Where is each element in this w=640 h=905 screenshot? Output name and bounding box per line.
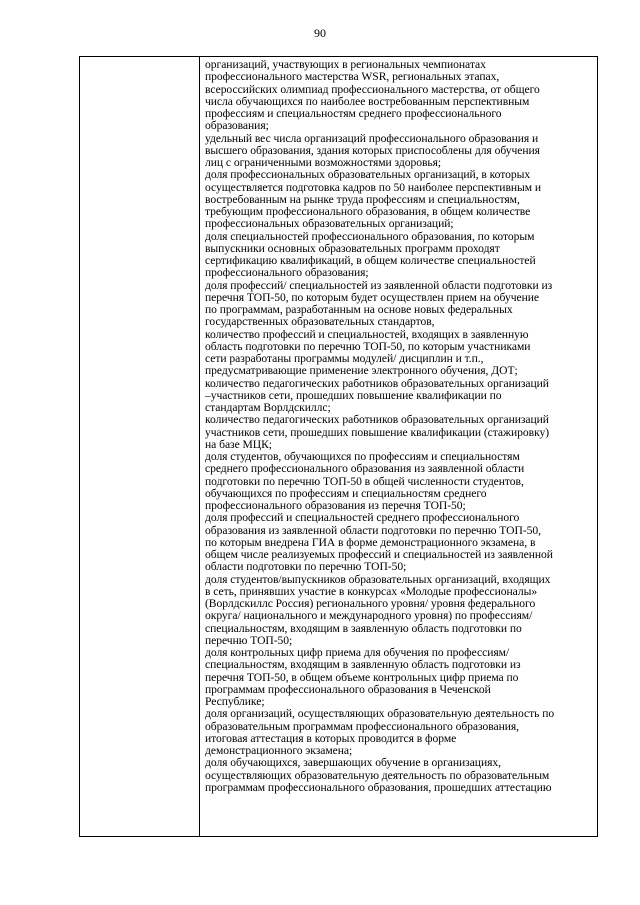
- table-right-cell: [200, 57, 597, 836]
- text-line: доля специальностей профессионального образования, по которым: [205, 229, 535, 243]
- text-line: обучающихся по профессиям и специальностям среднего: [205, 486, 487, 500]
- text-line: демонстрационного экзамена;: [205, 744, 353, 757]
- text-line: числа обучающихся по наиболее востребованным перспективным: [205, 94, 530, 108]
- text-line: удельный вес числа организаций профессионального образования и: [205, 131, 539, 145]
- text-line: область подготовки по перечню ТОП-50, по которым участниками: [205, 339, 531, 353]
- text-line: профессионального образования из перечня ТОП-50;: [205, 499, 466, 512]
- text-line: количество педагогических работников образовательных организаций: [205, 413, 549, 427]
- text-line: доля контрольных цифр приема для обучения по профессиям/: [205, 646, 510, 659]
- text-line: профессионального мастерства WSR, региональных этапах,: [205, 70, 500, 84]
- text-line: в сеть, принявших участие в конкурсах «Молодые профессионалы»: [205, 584, 538, 598]
- text-line: Республике;: [205, 695, 265, 708]
- text-line: доля профессий и специальностей среднего профессионального: [205, 511, 520, 525]
- text-line: сертификацию квалификаций, в общем количестве специальностей: [205, 254, 536, 267]
- text-line: государственных образовательных стандартов,: [205, 315, 435, 329]
- text-line: профессионального образования;: [205, 266, 369, 280]
- text-line: по программам, разработанным на основе новых федеральных: [205, 303, 513, 316]
- text-line: требующим профессионального образования, в общем количестве: [205, 205, 531, 218]
- page-number: 90: [314, 26, 326, 40]
- text-line: доля студентов, обучающихся по профессиям и специальностям: [205, 450, 520, 463]
- text-line: специальностям, входящим в заявленную область подготовки по: [205, 621, 522, 635]
- text-line: (Ворлдскиллс Россия) регионального уровня/ уровня федерального: [205, 597, 536, 610]
- text-line: доля профессий/ специальностей из заявленной области подготовки из: [205, 278, 553, 292]
- text-line: доля студентов/выпускников образовательных организаций, входящих: [205, 572, 551, 586]
- text-line: округа/ национального и международного уровня) по профессиям/: [205, 609, 533, 623]
- text-line: профессиям и специальностям среднего профессионального: [205, 107, 502, 120]
- text-line: перечня ТОП-50, в общем объеме контрольных цифр приема по: [205, 670, 519, 684]
- text-line: предусматривающие применение электронного обучения, ДОТ;: [205, 364, 518, 378]
- text-line: перечню ТОП-50;: [205, 633, 293, 647]
- text-line: участников сети, прошедших повышение квалификации (стажировку): [205, 425, 550, 439]
- text-line: высшего образования, здания которых приспособлены для обучения: [205, 143, 540, 157]
- text-line: –участников сети, прошедших повышение квалификации по: [205, 388, 502, 402]
- text-line: перечня ТОП-50, по которым будет осуществлен прием на обучение: [205, 290, 539, 304]
- document-table: [79, 56, 598, 837]
- text-line: лиц с ограниченными возможностями здоровья;: [205, 156, 442, 169]
- text-line: образования;: [205, 119, 269, 133]
- text-line: стандартам Ворлдскиллс;: [205, 401, 331, 414]
- text-line: доля обучающихся, завершающих обучение в организациях,: [205, 756, 501, 770]
- text-line: подготовки по перечню ТОП-50 в общей численности студентов,: [205, 474, 524, 488]
- text-line: осуществляющих образовательную деятельность по образовательным: [205, 768, 550, 782]
- text-line: всероссийских олимпиад профессионального мастерства, от общего: [205, 82, 540, 96]
- text-line: общем числе реализуемых профессий и специальностей из заявленной: [205, 548, 553, 561]
- text-line: программам профессионального образования, прошедших аттестацию: [205, 780, 552, 794]
- table-left-cell: [80, 57, 200, 836]
- text-line: специальностям, входящим в заявленную область подготовки из: [205, 658, 521, 672]
- text-line: выпускники основных образовательных программ проходят: [205, 241, 500, 255]
- text-line: итоговая аттестация в которых проводится в форме: [205, 731, 457, 745]
- text-line: организаций, участвующих в региональных чемпионатах: [205, 58, 486, 71]
- text-line: доля профессиональных образовательных организаций, в которых: [205, 168, 531, 182]
- text-line: программам профессионального образования в Чеченской: [205, 682, 491, 696]
- text-line: на базе МЦК;: [205, 437, 272, 451]
- text-line: доля организаций, осуществляющих образовательную деятельность по: [205, 707, 555, 721]
- text-line: профессиональных образовательных организаций;: [205, 217, 454, 231]
- text-line: образовательным программам профессионального образования,: [205, 719, 520, 733]
- text-line: осуществляется подготовка кадров по 50 наиболее перспективным и: [205, 180, 542, 194]
- text-line: образования из заявленной области подготовки по перечню ТОП-50,: [205, 523, 541, 537]
- text-line: востребованным на рынке труда профессиям и специальностям,: [205, 192, 520, 206]
- text-line: количество профессий и специальностей, входящих в заявленную: [205, 327, 529, 341]
- text-line: области подготовки по перечню ТОП-50;: [205, 560, 407, 574]
- text-line: среднего профессионального образования из заявленной области: [205, 462, 525, 476]
- text-line: по которым внедрена ГИА в форме демонстрационного экзамена, в: [205, 535, 536, 549]
- text-line: сети разработаны программы модулей/ дисциплин и т.п.,: [205, 352, 484, 365]
- text-line: количество педагогических работников образовательных организаций: [205, 376, 549, 390]
